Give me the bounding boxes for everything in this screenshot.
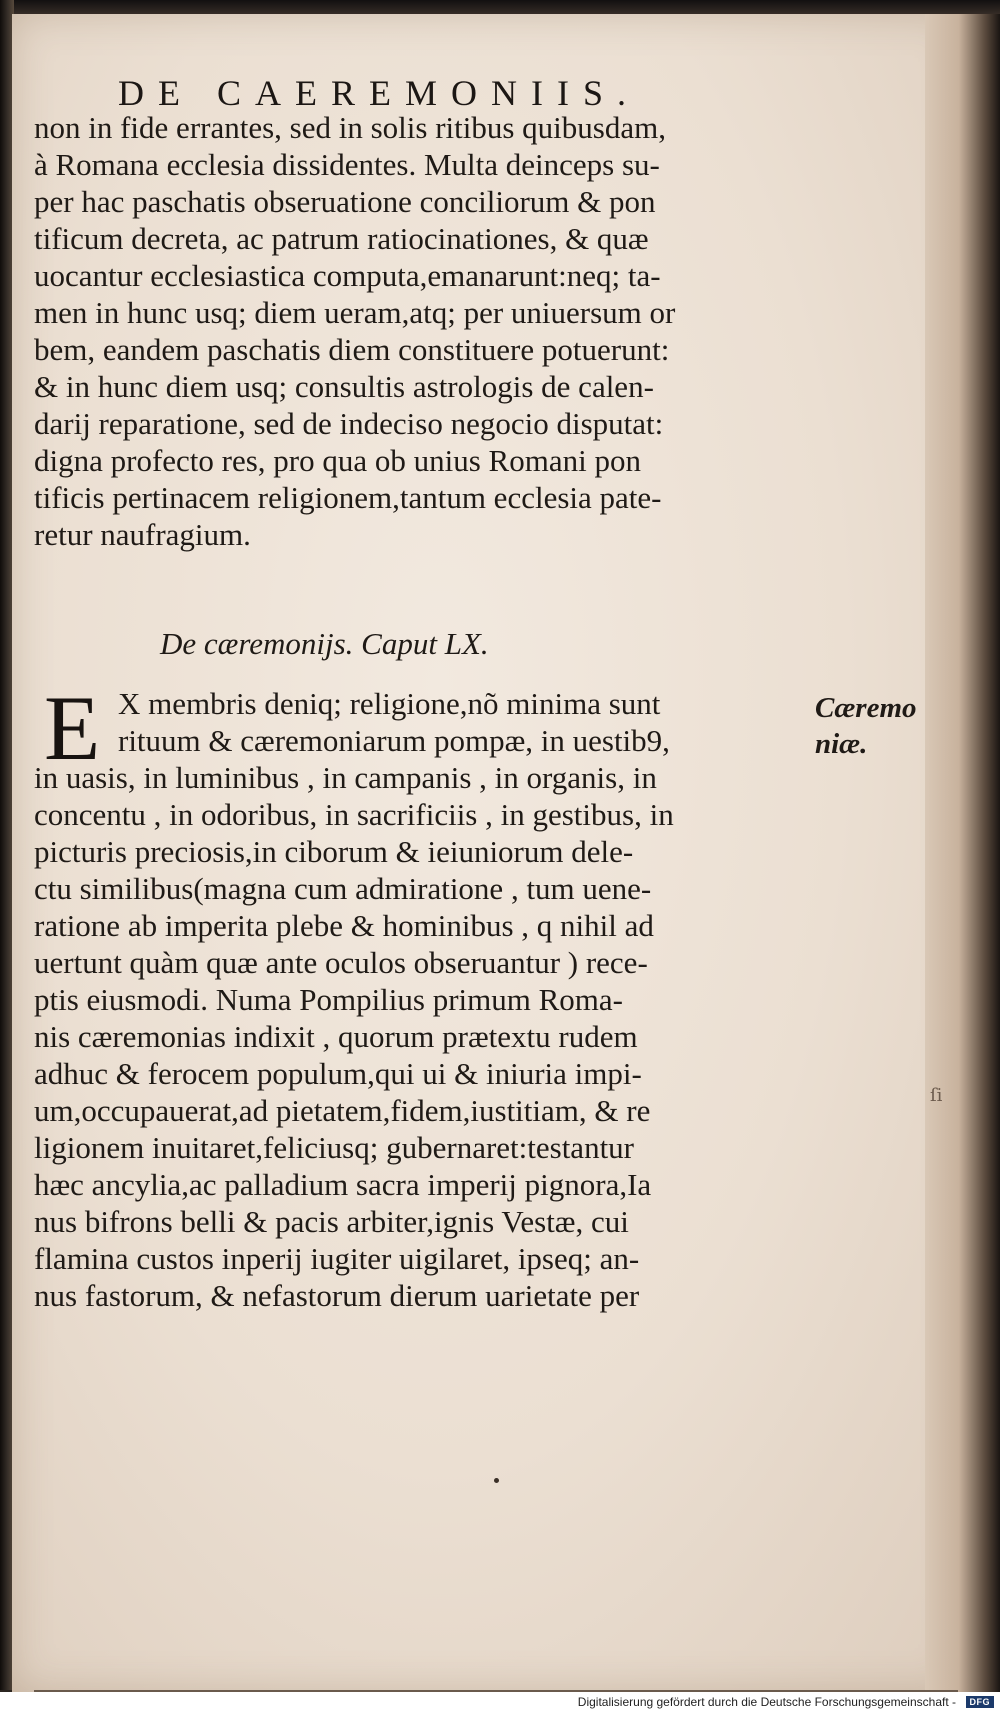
text-line: ratione ab imperita plebe & hominibus , q nihil ad <box>34 908 654 943</box>
text-line: tificis pertinacem religionem,tantum ecclesia pate- <box>34 480 662 515</box>
dfg-logo: DFG <box>966 1696 995 1708</box>
text-line: ptis eiusmodi. Numa Pompilius primum Roma- <box>34 982 623 1017</box>
digitization-credit: Digitalisierung gefördert durch die Deutsche Forschungsgemeinschaft - <box>577 1695 956 1709</box>
text-line: uocantur ecclesiastica computa,emanarunt:neq; ta- <box>34 258 661 293</box>
text-line: nus bifrons belli & pacis arbiter,ignis Vestæ, cui <box>34 1204 629 1239</box>
text-line: nus fastorum, & nefastorum dierum uarietate per <box>34 1278 640 1313</box>
text-line: per hac paschatis obseruatione conciliorum & pon <box>34 184 656 219</box>
text-line: uertunt quàm quæ ante oculos obseruantur ) rece- <box>34 945 648 980</box>
marginal-note-line: Cæremo <box>815 692 917 724</box>
margin-fold-mark: ſi <box>930 1085 943 1106</box>
text-line: in uasis, in luminibus , in campanis , in organis, in <box>34 760 657 795</box>
text-line: X membris deniq; religione,nõ minima sunt <box>118 686 661 721</box>
text-line: digna profecto res, pro qua ob unius Romani pon <box>34 443 641 478</box>
text-line: bem, eandem paschatis diem constituere potuerunt: <box>34 332 670 367</box>
text-line: darij reparatione, sed de indeciso negocio disputat: <box>34 406 664 441</box>
running-head: DE CAEREMONIIS. <box>118 73 640 113</box>
text-line: flamina custos inperij iugiter uigilaret, ipseq; an- <box>34 1241 640 1276</box>
text-line: & in hunc diem usq; consultis astrologis de calen- <box>34 369 654 404</box>
text-line: men in hunc usq; diem ueram,atq; per uniuersum or <box>34 295 676 330</box>
page-gutter-shadow <box>925 14 1000 1692</box>
text-line: picturis preciosis,in ciborum & ieiuniorum dele- <box>34 834 634 869</box>
text-line: ligionem inuitaret,feliciusq; gubernaret:testantur <box>34 1130 635 1165</box>
text-line: tificum decreta, ac patrum ratiocinationes, & quæ <box>34 221 649 256</box>
text-line: um,occupauerat,ad pietatem,fidem,iustitiam, & re <box>34 1093 651 1128</box>
drop-cap-initial: E <box>44 677 101 779</box>
text-line: rituum & cæremoniarum pompæ, in uestib9, <box>118 723 670 758</box>
text-line: adhuc & ferocem populum,qui ui & iniuria impi- <box>34 1056 642 1091</box>
text-line: hæc ancylia,ac palladium sacra imperij pignora,Ia <box>34 1167 652 1202</box>
chapter-heading: De cæremonijs. Caput LX. <box>160 626 489 661</box>
text-line: ctu similibus(magna cum admiratione , tum uene- <box>34 871 652 906</box>
text-line: retur naufragium. <box>34 517 251 552</box>
text-line: non in fide errantes, sed in solis ritibus quibusdam, <box>34 110 666 145</box>
marginal-note <box>815 690 925 763</box>
marginal-note-line: niæ. <box>815 728 868 761</box>
ink-stain <box>494 1478 499 1483</box>
text-line: concentu , in odoribus, in sacrificiis , in gestibus, in <box>34 797 674 832</box>
text-line: à Romana ecclesia dissidentes. Multa deinceps su- <box>34 147 660 182</box>
text-line: nis cæremonias indixit , quorum prætextu rudem <box>34 1019 638 1054</box>
